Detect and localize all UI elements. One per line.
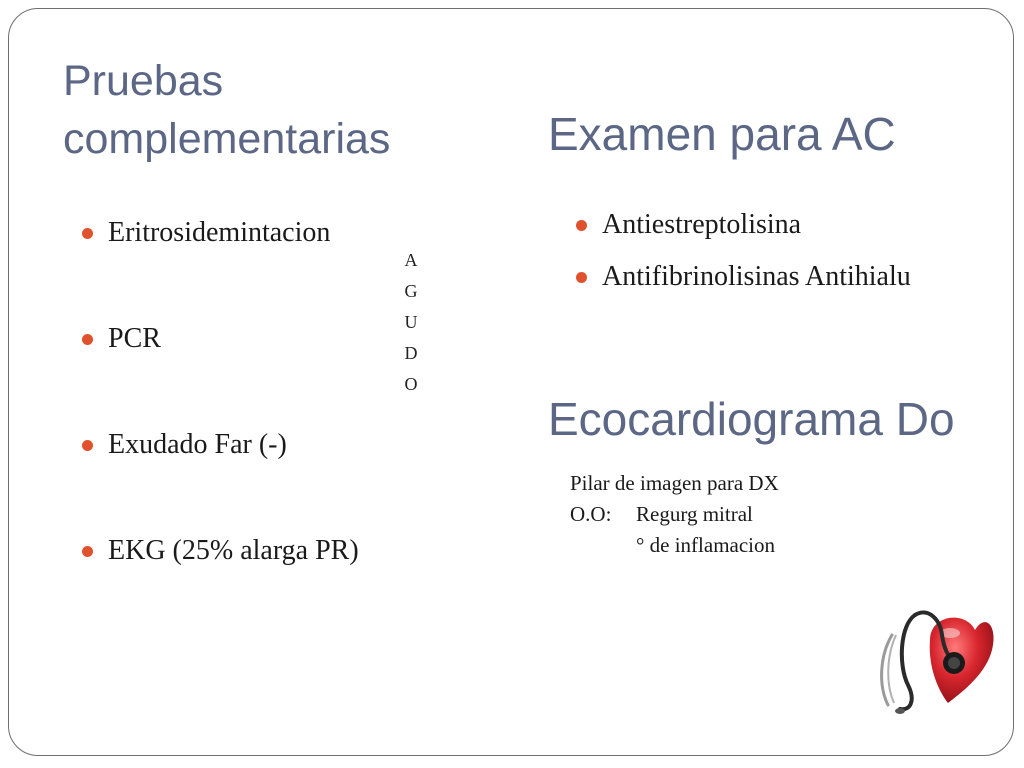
bullet-dot-icon [82,228,93,239]
list-item-label: EKG (25% alarga PR) [108,535,359,566]
eco-line-3-text: ° de inflamacion [636,533,776,557]
list-item [78,321,359,427]
vertical-letter: A [404,250,418,270]
eco-oo-value: Regurg mitral [636,502,753,526]
left-title-line-2: complementarias [63,115,391,163]
list-item-label: Antiestreptolisina [602,209,802,240]
vertical-letter: U [404,312,418,332]
bullet-dot-icon [82,334,93,345]
list-item [572,207,911,259]
vertical-letter: G [404,281,418,301]
bullet-dot-icon [576,272,587,283]
eco-line-1: Pilar de imagen para DX [570,471,779,495]
list-item [78,215,359,321]
bullet-dot-icon [576,220,587,231]
left-bullet-list [78,215,359,639]
right-bullet-list [572,207,911,311]
heart-stethoscope-icon [870,605,1000,730]
list-item [572,259,911,311]
eco-description [570,468,779,561]
left-title-line-1: Pruebas [63,57,224,105]
list-item-label: PCR [108,323,161,354]
bullet-dot-icon [82,440,93,451]
vertical-word-agudo [400,245,422,400]
eco-line-2 [570,499,779,530]
list-item-label: Eritrosidemintacion [108,217,331,248]
list-item-label: Antifibrinolisinas Antihialu [602,261,911,292]
list-item [78,427,359,533]
vertical-letter: O [404,374,418,394]
list-item-label: Exudado Far (-) [108,429,287,460]
vertical-letter: D [404,343,418,363]
eco-title: Ecocardiograma Do [548,393,955,445]
right-title: Examen para AC [548,108,896,160]
eco-oo-label: O.O: [570,502,612,526]
list-item [78,533,359,639]
left-title [63,52,390,168]
eco-line-3 [570,530,779,561]
bullet-dot-icon [82,546,93,557]
